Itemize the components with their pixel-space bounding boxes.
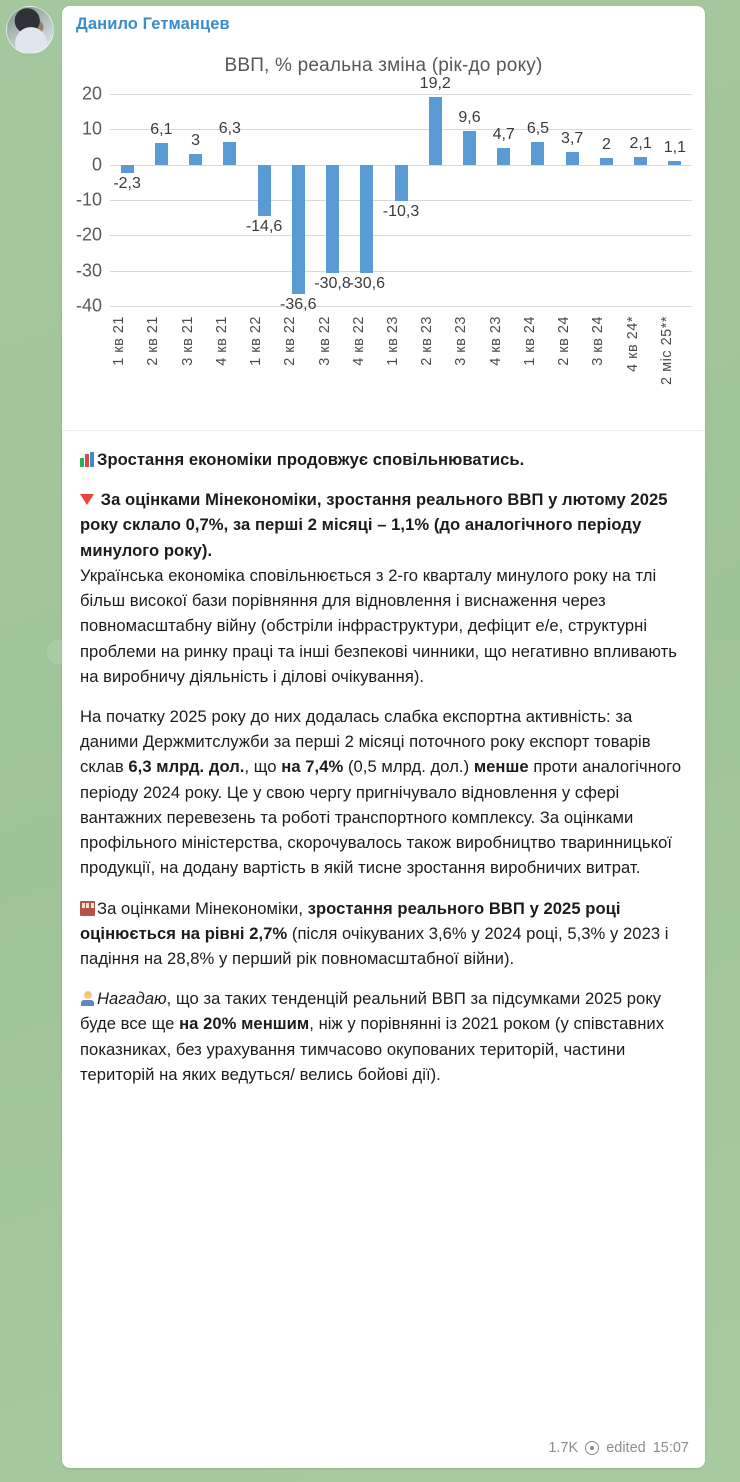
- x-axis-tick-label: 4 кв 24*: [624, 316, 641, 372]
- chart-bar: [223, 142, 236, 164]
- export-bold-1: 6,3 млрд. дол.: [128, 757, 245, 777]
- reminder-text-a: , що за таких тенденцій реальний ВВП за підсумками 2025 року буде все ще: [80, 989, 662, 1034]
- x-axis-tick-label: 4 кв 23: [487, 316, 504, 366]
- chart-gridline: [110, 94, 692, 95]
- message-bubble: [62, 6, 705, 1468]
- chart-gridline: [110, 129, 692, 130]
- x-axis-tick-label: 1 кв 23: [385, 316, 401, 366]
- message-text: [62, 431, 705, 1091]
- chart-bar-value-label: 6,3: [218, 120, 241, 138]
- chart-gridline: [110, 306, 692, 307]
- y-axis-tick: 0: [91, 154, 102, 175]
- headline-bold: Зростання економіки продовжує сповільнюватись.: [97, 450, 525, 469]
- x-axis-tick-label: 1 кв 22: [248, 316, 265, 366]
- chart-bar-value-label: 2,1: [629, 135, 652, 153]
- chart-bar: [497, 148, 510, 165]
- chart-bar-value-label: -10,3: [382, 203, 420, 221]
- x-axis-tick-label: 4 кв 22: [350, 316, 367, 366]
- edited-label: edited: [606, 1440, 646, 1456]
- chart-bar: [326, 165, 339, 274]
- x-axis-tick-label: 1 кв 24: [521, 316, 538, 366]
- bar-chart-icon: [80, 452, 95, 467]
- paragraph-export: [80, 704, 687, 881]
- forecast-text-a: За оцінками Мінекономіки,: [97, 898, 308, 918]
- chart-bar: [429, 97, 442, 165]
- eye-icon: [585, 1441, 599, 1455]
- x-axis-tick-label: 2 кв 22: [282, 316, 299, 366]
- export-text-c: , що: [244, 757, 282, 777]
- chart-bar: [292, 165, 305, 294]
- chart-bar-value-label: 3: [191, 132, 201, 150]
- chart-bar-value-label: 6,1: [150, 121, 173, 139]
- reminder-bold: на 20% меншим: [179, 1014, 310, 1034]
- chart-bar: [531, 142, 544, 165]
- chart-bar-value-label: 9,6: [458, 108, 481, 126]
- export-text-e: проти аналогічного періоду 2024 року. Це у свою чергу пригнічувало відновлення у сфері вантажних перевезень та роботі транспортного комплексу. За оцінками профільного міністерства, скорочувалось також виробництво тваринницької продукції, на додану вартість в якій тисне зростання виробничих витрат.: [80, 757, 682, 878]
- chart-bar-value-label: 3,7: [561, 129, 584, 147]
- x-axis-tick-label: 4 кв 21: [213, 316, 230, 366]
- forecast-text-c: (після очікуваних 3,6% у 2024 році, 5,3% у 2023 і падіння на 28,8% у перший рік повномасштабної війни).: [80, 923, 669, 968]
- chart-gridline: [110, 235, 692, 236]
- person-tipping-hand-icon: [80, 991, 95, 1006]
- estimate-rest: Українська економіка сповільнюється з 2-го кварталу минулого року на тлі більш високої бази порівняння для відновлення і виснаження через повномасштабну війну (обстріли інфраструктури, дефіцит е/е, структурні проблеми на ринку праці та інші безпекові чинники, що негативно впливають на виробничу діяльність і ділові очікування).: [80, 565, 677, 686]
- y-axis-tick: -10: [75, 189, 102, 210]
- chart-bar: [463, 131, 476, 165]
- gdp-bar-chart[interactable]: [62, 39, 705, 431]
- x-axis-tick-label: 1 кв 21: [111, 316, 128, 366]
- channel-name[interactable]: Данило Гетманцев: [76, 15, 230, 33]
- x-axis-tick-label: 3 кв 24: [590, 316, 607, 366]
- x-axis-tick-label: 2 кв 23: [419, 316, 436, 366]
- chart-bar: [121, 165, 134, 173]
- export-text-d: (0,5 млрд. дол.): [343, 757, 474, 777]
- export-bold-3: менше: [473, 757, 529, 777]
- avatar[interactable]: [6, 6, 54, 54]
- chart-bar-value-label: -36,6: [280, 295, 317, 313]
- chart-bar: [668, 161, 681, 165]
- chart-bar-value-label: -14,6: [245, 218, 283, 236]
- chart-bar: [634, 157, 647, 164]
- x-axis-tick-label: 2 кв 24: [556, 316, 573, 366]
- forecast-bold: зростання реального ВВП у 2025 році оцінюється на рівні 2,7%: [80, 898, 621, 943]
- y-axis-tick: 10: [81, 118, 102, 139]
- x-axis-tick-label: 3 кв 21: [179, 316, 196, 366]
- export-text-a: На початку 2025 року до них додалась слабка експортна активність: за даними Держмитслужби за перші 2 місяці поточного року експорт товарів склав: [80, 706, 651, 777]
- chart-bar: [600, 158, 613, 165]
- y-axis-tick: -40: [75, 295, 102, 316]
- red-triangle-down-icon: [80, 494, 94, 505]
- chart-bar-value-label: -2,3: [113, 174, 141, 192]
- paragraph-headline: [80, 447, 687, 472]
- chart-bar: [155, 143, 168, 165]
- x-axis-tick-label: 3 кв 22: [316, 316, 333, 366]
- timestamp: 15:07: [652, 1440, 689, 1456]
- x-axis-tick-label: 2 кв 21: [145, 316, 162, 366]
- chart-bar-value-label: -30,8: [314, 275, 351, 293]
- paragraph-reminder: [80, 986, 687, 1087]
- chart-bar-value-label: 1,1: [663, 138, 686, 156]
- chart-bar-value-label: 4,7: [492, 126, 515, 144]
- chart-bar-value-label: -30,6: [348, 274, 385, 292]
- y-axis-tick: -20: [75, 224, 102, 245]
- y-axis-tick: 20: [81, 83, 102, 104]
- chart-bar: [189, 154, 202, 165]
- chart-title: ВВП, % реальна зміна (рік-до року): [224, 55, 543, 76]
- export-bold-2: на 7,4%: [281, 757, 344, 777]
- paragraph-estimate: [80, 487, 687, 689]
- chart-bar-value-label: 2: [601, 135, 611, 153]
- chart-bar-value-label: 6,5: [526, 119, 550, 137]
- chart-bar: [395, 165, 408, 201]
- view-count: 1.7K: [548, 1440, 579, 1456]
- chart-bar: [258, 165, 271, 217]
- reminder-text-c: , ніж у порівнянні із 2021 роком (у співставних показниках, без урахування тимчасово окупованих територій, частини територій на яких ведуться/ велись бойові дії).: [80, 1014, 665, 1084]
- y-axis-tick: -30: [75, 260, 102, 281]
- chart-gridline: [110, 271, 692, 272]
- chart-bar: [566, 152, 579, 165]
- paragraph-forecast: [80, 896, 687, 972]
- chart-bar: [360, 165, 373, 273]
- estimate-bold: За оцінками Мінекономіки, зростання реального ВВП у лютому 2025 року склало 0,7%, за перші 2 місяці – 1,1% (до аналогічного періоду минулого року).: [80, 490, 668, 560]
- x-axis-tick-label: 2 міс 25**: [658, 316, 675, 385]
- message-footer: [548, 1440, 689, 1456]
- chart-plot-area: [75, 74, 692, 385]
- chart-bar-value-label: 19,2: [419, 74, 451, 92]
- factory-icon: [80, 901, 95, 916]
- reminder-italic: Нагадаю: [97, 989, 167, 1009]
- x-axis-tick-label: 3 кв 23: [453, 316, 470, 366]
